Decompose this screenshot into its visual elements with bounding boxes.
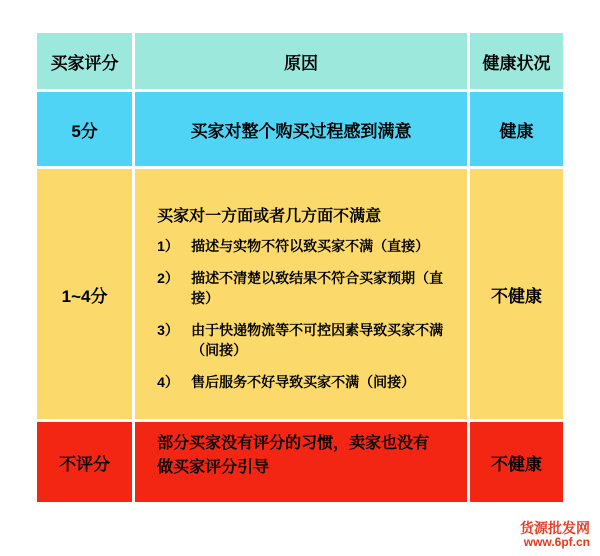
- row1-score-label: 5分: [37, 92, 132, 166]
- row3-reason-line-1: 部分买家没有评分的习惯，卖家也没有: [157, 435, 430, 452]
- table-header-row: [37, 33, 563, 89]
- header-cell-health: [470, 33, 563, 89]
- row1-cell-health: [470, 92, 563, 166]
- list-item: [157, 372, 457, 392]
- row1-health-label: 健康: [470, 92, 563, 166]
- header-reason-label: 原因: [135, 33, 467, 89]
- header-score-label: 买家评分: [37, 33, 132, 89]
- row2-reason-title: 买家对一方面或者几方面不满意: [157, 208, 382, 225]
- list-item-text: 描述不清楚以致结果不符合买家预期（直接）: [191, 270, 444, 306]
- header-cell-score: [37, 33, 132, 89]
- row3-score-label: 不评分: [37, 422, 132, 502]
- row1-cell-score: [37, 92, 132, 166]
- header-cell-reason: [135, 33, 467, 89]
- row2-cell-health: [470, 169, 563, 419]
- watermark: [520, 520, 590, 550]
- list-item-number: 1）: [157, 238, 179, 254]
- row2-reason-block: [135, 169, 467, 419]
- row2-cell-score: [37, 169, 132, 419]
- row3-cell-score: [37, 422, 132, 502]
- list-item-number: 2）: [157, 270, 179, 286]
- watermark-url-text: www.6pf.cn: [523, 535, 590, 550]
- row3-cell-reason: [135, 422, 467, 502]
- watermark-main-text: 货源批发网: [520, 520, 590, 537]
- row2-reason-list: [157, 236, 457, 404]
- evaluation-table: [34, 30, 566, 505]
- row2-cell-reason: [135, 169, 467, 419]
- row1-cell-reason: [135, 92, 467, 166]
- list-item-number: 4）: [157, 374, 179, 390]
- table-row: [37, 169, 563, 419]
- header-health-label: 健康状况: [470, 33, 563, 89]
- row2-health-label: 不健康: [470, 169, 563, 419]
- list-item: [157, 320, 457, 360]
- list-item-text: 由于快递物流等不可控因素导致买家不满（间接）: [191, 322, 444, 358]
- row1-reason-text: 买家对整个购买过程感到满意: [135, 92, 467, 166]
- table-row: [37, 422, 563, 502]
- table-row: [37, 92, 563, 166]
- list-item-text: 售后服务不好导致买家不满（间接）: [191, 374, 416, 390]
- row3-reason-block: [135, 422, 467, 502]
- list-item-number: 3）: [157, 322, 179, 338]
- list-item: [157, 236, 457, 256]
- list-item-text: 描述与实物不符以致买家不满（直接）: [191, 238, 430, 254]
- row3-health-label: 不健康: [470, 422, 563, 502]
- row3-cell-health: [470, 422, 563, 502]
- row3-reason-line-2: 做买家评分引导: [157, 459, 270, 476]
- row2-score-label: 1~4分: [37, 169, 132, 419]
- list-item: [157, 268, 457, 308]
